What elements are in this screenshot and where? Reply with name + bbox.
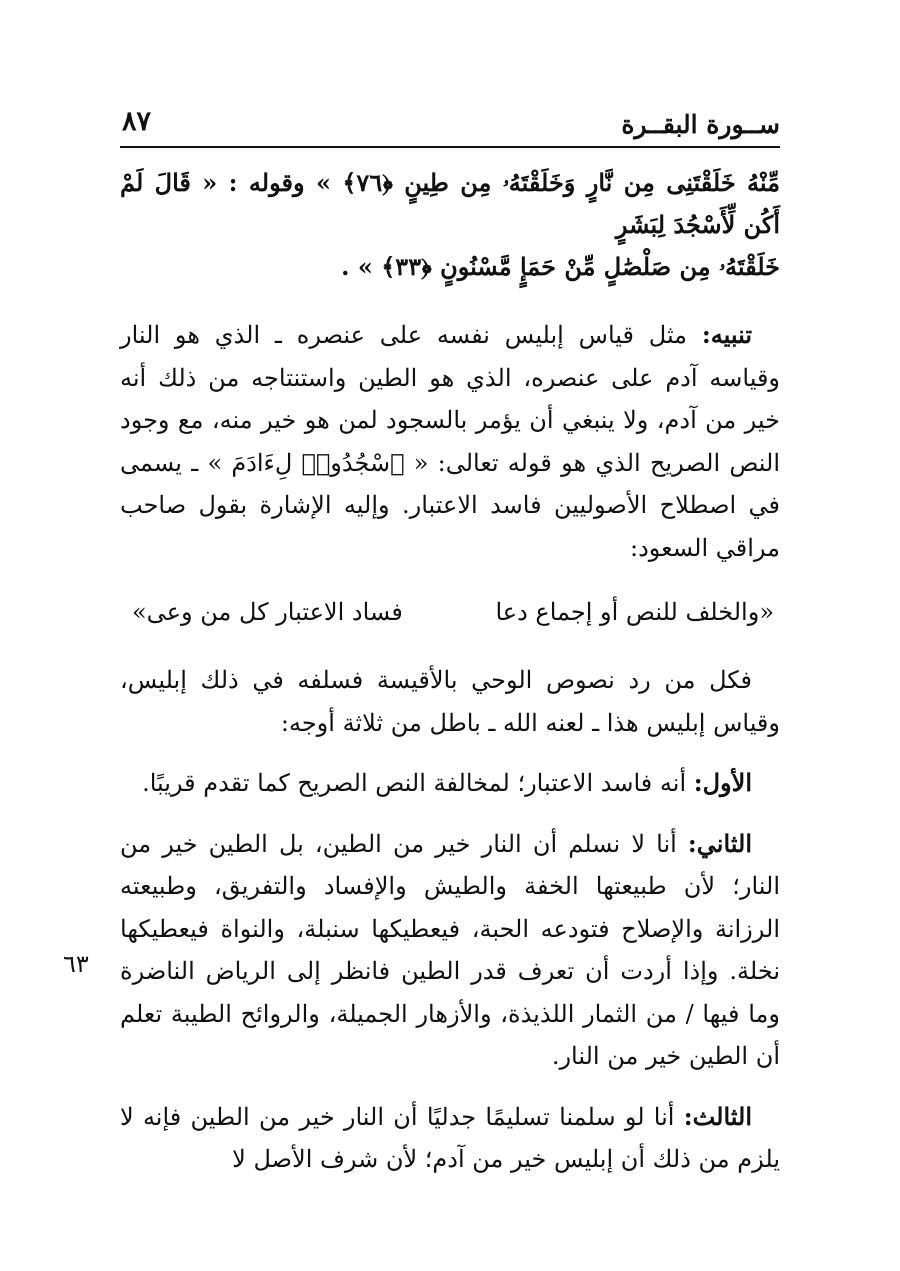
quran-line-2: خَلَقْتَهُۥ مِن صَلْصَٰلٍ مِّنْ حَمَإٍ مَّسْنُونٍ ﴿٣٣﴾ » . — [341, 252, 780, 281]
tanbih-label: تنبيه: — [701, 320, 752, 349]
page-number: ٨٧ — [122, 106, 152, 137]
second-point-paragraph — [120, 823, 780, 1078]
poem-first-hemistich: «والخلف للنص أو إجماع دعا — [495, 598, 774, 626]
first-point-label: الأول: — [693, 768, 752, 797]
surah-title: ســورة البقــرة — [621, 110, 780, 139]
tanbih-text: مثل قياس إبليس نفسه على عنصره ـ الذي هو النار وقياسه آدم على عنصره، الذي هو الطين واستنتاجه من ذلك أنه خير من آدم، ولا ينبغي أن يؤمر بالسجود لمن هو خير منه، مع وجود النص الصريح الذي هو قوله تعالى: « ٱسْجُدُوا۟ لِءَادَمَ » ـ يسمى في اصطلاح الأصوليين فاسد الاعتبار. وإليه الإشارة بقول صاحب مراقي السعود: — [120, 321, 780, 562]
poem-second-hemistich: فساد الاعتبار كل من وعى» — [132, 598, 403, 626]
second-point-text: أنا لا نسلم أن النار خير من الطين، بل الطين خير من النار؛ لأن طبيعتها الخفة والطيش والإفساد والتفريق، وطبيعته الرزانة والإصلاح فتودعه الحبة، فيعطيكها سنبلة، والنواة فيعطيكها نخلة. وإذا أردت أن تعرف قدر الطين فانظر إلى الرياض الناضرة وما فيها / من الثمار اللذيذة، والأزهار الجميلة، والروائح الطيبة تعلم أن الطين خير من النار. — [120, 829, 781, 1070]
fakul-paragraph: فكل من رد نصوص الوحي بالأقيسة فسلفه في ذلك إبليس، وقياس إبليس هذا ـ لعنه الله ـ باطل من ثلاثة أوجه: — [120, 666, 780, 737]
tanbih-paragraph — [120, 314, 780, 569]
quran-verses — [120, 162, 780, 288]
second-point-label: الثاني: — [687, 828, 752, 858]
third-point-paragraph — [120, 1096, 780, 1181]
running-header — [120, 100, 780, 148]
first-point-text: أنه فاسد الاعتبار؛ لمخالفة النص الصريح كما تقدم قريبًا. — [142, 769, 687, 797]
third-point-label: الثالث: — [683, 1101, 752, 1131]
margin-page-reference: ٦٣ — [63, 950, 89, 978]
poem-verse — [120, 591, 780, 633]
first-point-paragraph — [120, 762, 780, 805]
quran-line-1: مِّنْهُ خَلَقْتَنِى مِن نَّارٍ وَخَلَقْتَهُۥ مِن طِينٍ ﴿٧٦﴾ » وقوله : « قَالَ لَمْ أَكُن لِّأَسْجُدَ لِبَشَرٍ — [120, 168, 781, 239]
third-point-text: أنا لو سلمنا تسليمًا جدليًا أن النار خير من الطين فإنه لا يلزم من ذلك أن إبليس خير من آدم؛ لأن شرف الأصل لا — [120, 1102, 780, 1173]
document-page — [120, 100, 780, 1181]
